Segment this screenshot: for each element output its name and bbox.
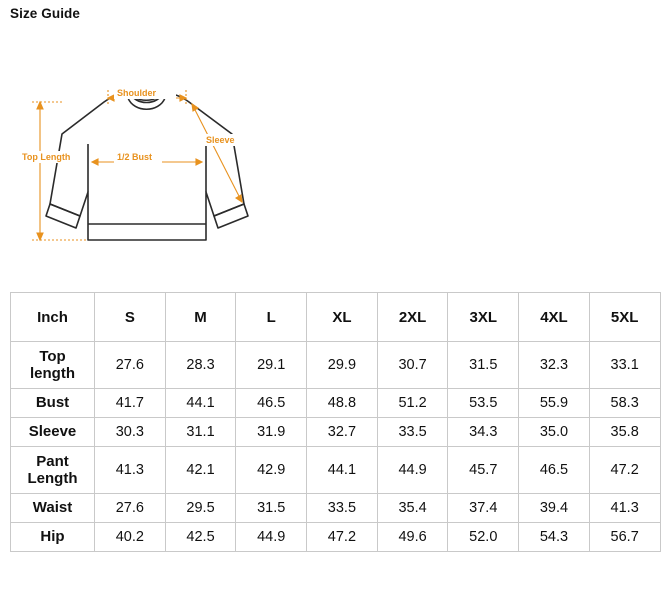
column-header-4xl: 4XL xyxy=(519,293,590,342)
size-table-container xyxy=(10,292,660,552)
table-row xyxy=(11,494,661,523)
cell-pant-length-4xl: 46.5 xyxy=(519,447,590,494)
cell-sleeve-5xl: 35.8 xyxy=(589,418,660,447)
cell-top-length-xl: 29.9 xyxy=(307,342,378,389)
column-header-xl: XL xyxy=(307,293,378,342)
label-shoulder: Shoulder xyxy=(117,88,157,98)
row-label-bust: Bust xyxy=(35,394,70,412)
cell-bust-l: 46.5 xyxy=(236,389,307,418)
cell-top-length-5xl: 33.1 xyxy=(589,342,660,389)
table-row xyxy=(11,523,661,552)
cell-pant-length-s: 41.3 xyxy=(95,447,166,494)
cell-sleeve-s: 30.3 xyxy=(95,418,166,447)
cell-top-length-3xl: 31.5 xyxy=(448,342,519,389)
cell-hip-s: 40.2 xyxy=(95,523,166,552)
cell-waist-l: 31.5 xyxy=(236,494,307,523)
cell-waist-2xl: 35.4 xyxy=(377,494,448,523)
cell-hip-m: 42.5 xyxy=(165,523,236,552)
cell-bust-3xl: 53.5 xyxy=(448,389,519,418)
cell-sleeve-m: 31.1 xyxy=(165,418,236,447)
column-header-m: M xyxy=(165,293,236,342)
label-half-bust: 1/2 Bust xyxy=(117,152,153,162)
cell-waist-3xl: 37.4 xyxy=(448,494,519,523)
cell-sleeve-3xl: 34.3 xyxy=(448,418,519,447)
column-header-s: S xyxy=(95,293,166,342)
cell-top-length-s: 27.6 xyxy=(95,342,166,389)
column-header-l: L xyxy=(236,293,307,342)
cell-hip-4xl: 54.3 xyxy=(519,523,590,552)
cell-waist-m: 29.5 xyxy=(165,494,236,523)
cell-hip-xl: 47.2 xyxy=(307,523,378,552)
cell-sleeve-xl: 32.7 xyxy=(307,418,378,447)
size-table xyxy=(10,292,661,552)
cell-pant-length-5xl: 47.2 xyxy=(589,447,660,494)
cell-sleeve-l: 31.9 xyxy=(236,418,307,447)
table-row xyxy=(11,342,661,389)
row-label-waist: Waist xyxy=(32,499,73,517)
cell-pant-length-xl: 44.1 xyxy=(307,447,378,494)
cell-bust-4xl: 55.9 xyxy=(519,389,590,418)
cell-waist-5xl: 41.3 xyxy=(589,494,660,523)
page-title: Size Guide xyxy=(10,6,81,21)
cell-hip-2xl: 49.6 xyxy=(377,523,448,552)
cell-top-length-4xl: 32.3 xyxy=(519,342,590,389)
cell-sleeve-2xl: 33.5 xyxy=(377,418,448,447)
cell-hip-3xl: 52.0 xyxy=(448,523,519,552)
cell-top-length-l: 29.1 xyxy=(236,342,307,389)
cell-hip-l: 44.9 xyxy=(236,523,307,552)
cell-pant-length-3xl: 45.7 xyxy=(448,447,519,494)
cell-waist-4xl: 39.4 xyxy=(519,494,590,523)
cell-pant-length-l: 42.9 xyxy=(236,447,307,494)
cell-hip-5xl: 56.7 xyxy=(589,523,660,552)
table-header-row xyxy=(11,293,661,342)
cell-sleeve-4xl: 35.0 xyxy=(519,418,590,447)
column-header-2xl: 2XL xyxy=(377,293,448,342)
cell-bust-xl: 48.8 xyxy=(307,389,378,418)
cell-waist-s: 27.6 xyxy=(95,494,166,523)
table-row xyxy=(11,418,661,447)
table-row xyxy=(11,447,661,494)
label-sleeve: Sleeve xyxy=(206,135,235,145)
row-label-top-length: Top length xyxy=(30,347,75,382)
table-row xyxy=(11,389,661,418)
unit-header: Inch xyxy=(11,293,95,342)
cell-bust-m: 44.1 xyxy=(165,389,236,418)
column-header-3xl: 3XL xyxy=(448,293,519,342)
cell-top-length-2xl: 30.7 xyxy=(377,342,448,389)
column-header-5xl: 5XL xyxy=(589,293,660,342)
cell-top-length-m: 28.3 xyxy=(165,342,236,389)
label-top-length: Top Length xyxy=(22,152,71,162)
cell-bust-2xl: 51.2 xyxy=(377,389,448,418)
cell-waist-xl: 33.5 xyxy=(307,494,378,523)
cell-bust-s: 41.7 xyxy=(95,389,166,418)
row-label-hip: Hip xyxy=(40,528,65,546)
cell-pant-length-2xl: 44.9 xyxy=(377,447,448,494)
cell-pant-length-m: 42.1 xyxy=(165,447,236,494)
cell-bust-5xl: 58.3 xyxy=(589,389,660,418)
row-label-pant-length: Pant Length xyxy=(27,452,78,487)
sweatshirt-measurement-diagram xyxy=(18,72,278,262)
row-label-sleeve: Sleeve xyxy=(28,423,77,441)
